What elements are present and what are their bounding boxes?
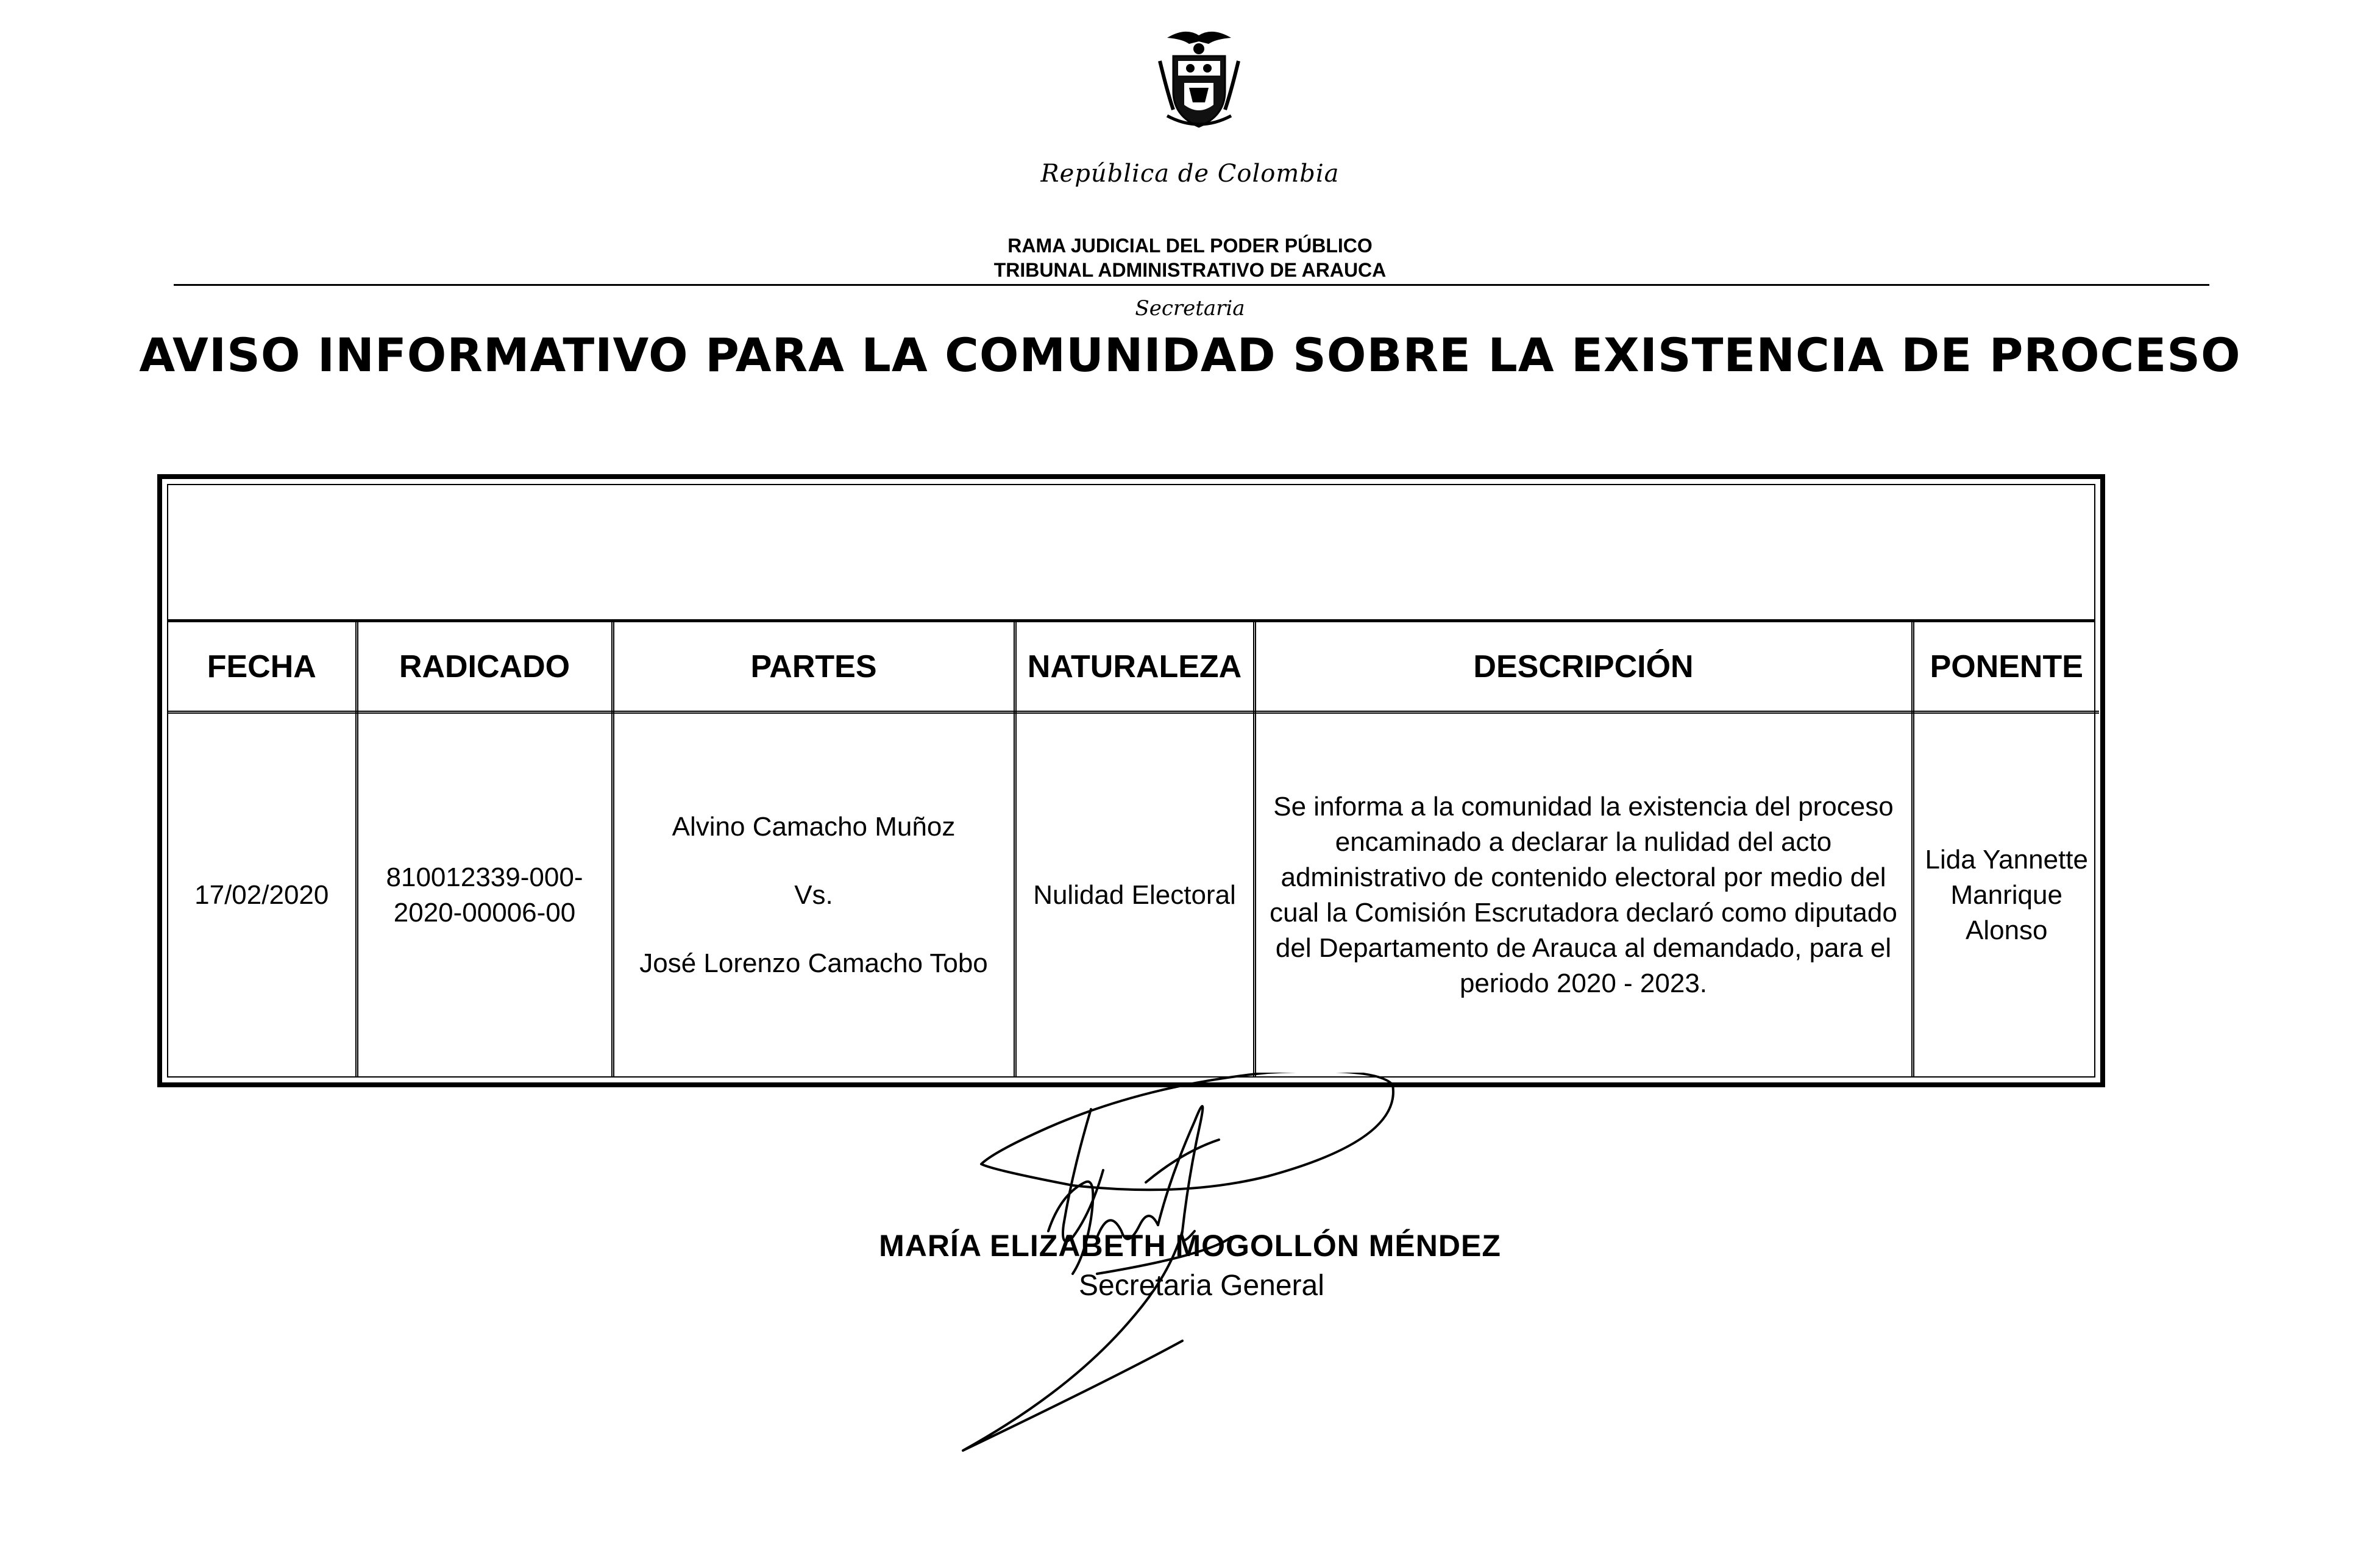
cell-ponente: Lida Yannette Manrique Alonso <box>1913 712 2099 1077</box>
cell-naturaleza: Nulidad Electoral <box>1015 712 1254 1077</box>
plaintiff: Alvino Camacho Muñoz <box>672 811 956 842</box>
signer-role: Secretaria General <box>1079 1270 1324 1302</box>
cell-radicado: 810012339-000-2020-00006-00 <box>357 712 613 1077</box>
signer-name: MARÍA ELIZABETH MOGOLLÓN MÉNDEZ <box>879 1229 1501 1263</box>
header-partes: PARTES <box>613 622 1015 712</box>
header-descripcion: DESCRIPCIÓN <box>1254 622 1913 712</box>
institution-block <box>0 233 2380 282</box>
branch-line: RAMA JUDICIAL DEL PODER PÚBLICO <box>1007 235 1373 257</box>
process-table <box>168 622 2099 1076</box>
versus-label: Vs. <box>794 879 833 910</box>
republic-heading: República de Colombia <box>1040 160 1340 188</box>
header-divider <box>174 284 2209 286</box>
page-title: AVISO INFORMATIVO PARA LA COMUNIDAD SOBRE LA EXISTENCIA DE PROCESO <box>139 328 2241 382</box>
table-header-row <box>168 622 2099 712</box>
defendant: José Lorenzo Camacho Tobo <box>639 948 988 978</box>
header-radicado: RADICADO <box>357 622 613 712</box>
court-line: TRIBUNAL ADMINISTRATIVO DE ARAUCA <box>993 259 1387 281</box>
table-row <box>168 712 2099 1077</box>
process-table-inner <box>167 484 2095 1078</box>
process-table-frame <box>157 474 2105 1087</box>
cell-fecha: 17/02/2020 <box>168 712 357 1077</box>
header-ponente: PONENTE <box>1913 622 2099 712</box>
coat-of-arms-crest <box>1155 24 1243 134</box>
header-naturaleza: NATURALEZA <box>1015 622 1254 712</box>
cell-descripcion: Se informa a la comunidad la existencia del proceso encaminado a declarar la nulidad del acto administrativo de contenido electoral por medio del cual la Comisión Escrutadora declaró como diputado del Departamento de Arauca al demandado, para el periodo 2020 - 2023. <box>1254 712 1913 1077</box>
office-label: Secretaria <box>1135 296 1245 321</box>
header-fecha: FECHA <box>168 622 357 712</box>
table-top-band <box>168 485 2094 622</box>
cell-partes <box>613 712 1015 1077</box>
